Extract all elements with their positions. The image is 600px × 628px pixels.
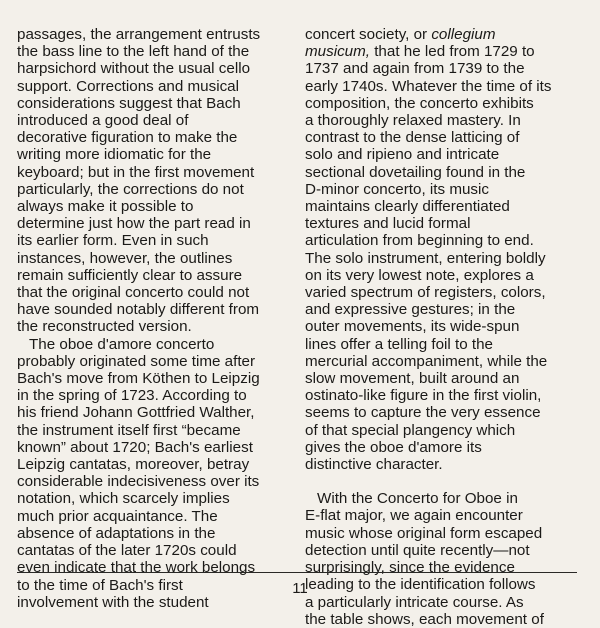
text-line: surprisingly, since the evidence	[305, 559, 515, 577]
footer-rule	[17, 572, 577, 573]
right-paragraph-1	[305, 26, 585, 473]
right-line: musicum, that he led from 1729 to	[305, 43, 535, 61]
right-column	[305, 26, 585, 628]
italic-term: musicum,	[305, 43, 370, 61]
text-line: that the original concerto could not	[17, 284, 250, 302]
text-line: its earlier form. Even in such	[17, 232, 209, 250]
text-line: varied spectrum of registers, colors,	[305, 284, 546, 302]
text-line: considerable indecisiveness over its	[17, 473, 260, 491]
text-line: writing more idiomatic for the	[17, 146, 212, 164]
text-line: The oboe d'amore concerto	[29, 335, 215, 353]
text-line: detection until quite recently—not	[305, 541, 530, 559]
text-line: instances, however, the outlines	[17, 249, 233, 267]
text-line: involvement with the student	[17, 593, 209, 611]
text-line: sectional dovetailing found in the	[305, 163, 526, 181]
text-line: and expressive gestures; in the	[305, 301, 516, 319]
text-line: known” about 1720; Bach's earliest	[17, 438, 253, 456]
text-line: his friend Johann Gottfried Walther,	[17, 404, 255, 422]
text-line: slow movement, built around an	[305, 370, 520, 388]
text-line: support. Corrections and musical	[17, 77, 240, 95]
text-line: of that special plangency which	[305, 421, 516, 439]
text-line: the table shows, each movement of	[305, 610, 544, 628]
text-line: a thoroughly relaxed mastery. In	[305, 112, 521, 130]
text-line: distinctive character.	[305, 456, 443, 474]
text-line: much prior acquaintance. The	[17, 507, 218, 525]
text-line: composition, the concerto exhibits	[305, 94, 534, 112]
left-column	[17, 26, 289, 611]
text-line: early 1740s. Whatever the time of its	[305, 77, 552, 95]
text-line: seems to capture the very essence	[305, 404, 541, 422]
page-number: 11	[292, 580, 308, 597]
text-line: remain sufficiently clear to assure	[17, 266, 243, 284]
text-line: determine just how the part read in	[17, 215, 251, 233]
text-line: gives the oboe d'amore its	[305, 438, 482, 456]
text-line: absence of adaptations in the	[17, 524, 216, 542]
right-line: concert society, or collegium	[305, 26, 496, 43]
italic-term: collegium	[431, 26, 496, 43]
text-line: harpsichord without the usual cello	[17, 60, 251, 78]
text-line: D-minor concerto, its music	[305, 180, 489, 198]
text-line: Leipzig cantatas, moreover, betray	[17, 456, 250, 474]
text-line: particularly, the corrections do not	[17, 180, 244, 198]
text-line: keyboard; but in the first movement	[17, 163, 255, 181]
right-paragraph-2	[305, 490, 585, 628]
text-line: music whose original form escaped	[305, 524, 543, 542]
text-line: the reconstructed version.	[17, 318, 192, 336]
text-line: contrast to the dense latticing of	[305, 129, 520, 147]
text-line: With the Concerto for Oboe in	[317, 490, 518, 508]
text-line: solo and ripieno and intricate	[305, 146, 500, 164]
text-line: E-flat major, we again encounter	[305, 507, 523, 525]
left-paragraph-1	[17, 26, 289, 336]
text-line: The solo instrument, entering boldly	[305, 249, 546, 267]
text-line: probably originated some time after	[17, 352, 256, 370]
text-line: notation, which scarcely implies	[17, 490, 230, 508]
text-line: the bass line to the left hand of the	[17, 43, 250, 61]
paragraph-gap	[305, 473, 585, 490]
text-line: introduced a good deal of	[17, 112, 189, 130]
text-line: decorative figuration to make the	[17, 129, 238, 147]
text-line: Bach's move from Köthen to Leipzig	[17, 370, 260, 388]
text-line: 1737 and again from 1739 to the	[305, 60, 525, 78]
text-line: cantatas of the later 1720s could	[17, 542, 237, 560]
text-line: ostinato-like figure in the first violin,	[305, 387, 542, 405]
text-line: a particularly intricate course. As	[305, 593, 524, 611]
text-line: to the time of Bach's first	[17, 576, 183, 594]
text-line: passages, the arrangement entrusts	[17, 26, 261, 43]
text-line: even indicate that the work belongs	[17, 559, 256, 577]
left-paragraph-2	[17, 336, 289, 611]
text-line: outer movements, its wide-spun	[305, 318, 520, 336]
text-line: mercurial accompaniment, while the	[305, 352, 548, 370]
text-line: lines offer a telling foil to the	[305, 335, 493, 353]
text-line: the instrument itself first “became	[17, 421, 241, 439]
text-line: maintains clearly differentiated	[305, 198, 510, 216]
text-line: have sounded notably different from	[17, 301, 260, 319]
text-line: considerations suggest that Bach	[17, 94, 241, 112]
text-line: in the spring of 1723. According to	[17, 387, 247, 405]
text-line: articulation from beginning to end.	[305, 232, 534, 250]
text-line: always make it possible to	[17, 198, 194, 216]
text-line: on its very lowest note, explores a	[305, 266, 534, 284]
text-line: textures and lucid formal	[305, 215, 471, 233]
text-line: leading to the identification follows	[305, 576, 536, 594]
